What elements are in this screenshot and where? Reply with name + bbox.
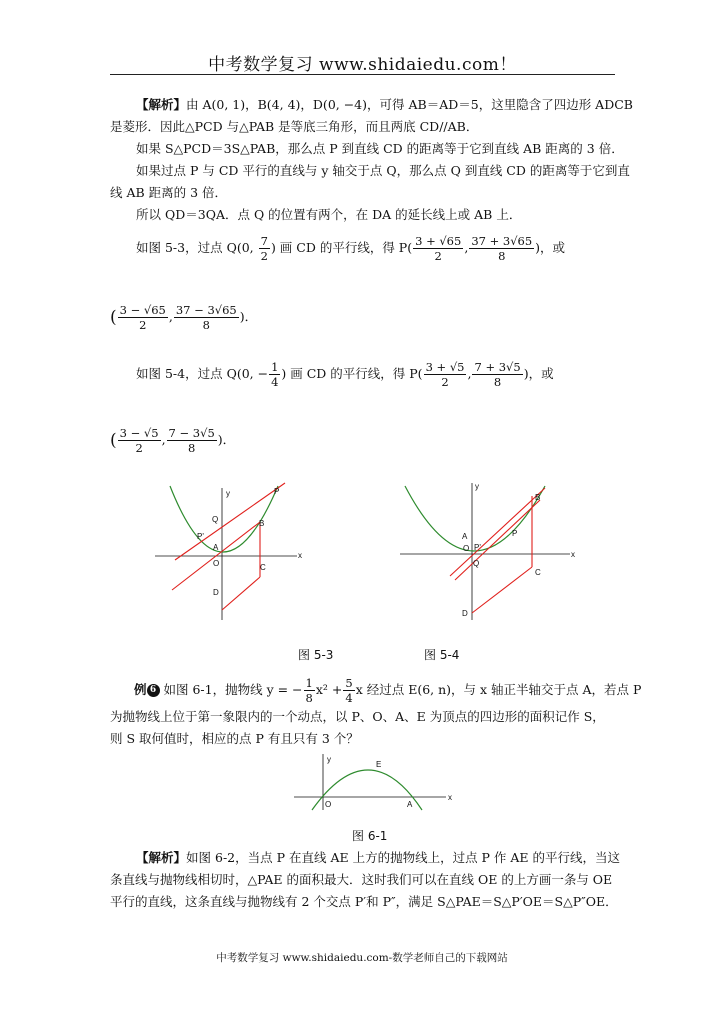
fig53-label-p: P [274, 487, 280, 496]
example6-l1-post: x 经过点 E(6, n)，与 x 轴正半轴交于点 A，若点 P [355, 682, 642, 697]
fig61-label-x: x [448, 793, 452, 802]
fig53-p2y-frac [174, 303, 239, 332]
fig53-line-pq [175, 483, 285, 560]
solution1-line1 [136, 97, 633, 113]
fig54-p2y-num: 7 − 3√5 [168, 426, 215, 440]
fig54-q-frac [269, 360, 280, 389]
example6-l1-mid: x² + [315, 682, 343, 697]
fig54-p1y-den: 8 [493, 375, 502, 389]
solution1-l1: 由 A(0, 1)，B(4, 4)，D(0, −4)，可得 AB＝AD＝5，这里隐含了四边形 ADCB [186, 97, 633, 112]
fig53-p1y-frac [469, 234, 534, 263]
fig54-q-den: 4 [271, 375, 279, 389]
fig54-p1x-den: 2 [441, 375, 449, 389]
solution2-l1: 如图 6-2，当点 P 在直线 AE 上方的抛物线上，过点 P 作 AE 的平行线，当这 [186, 850, 621, 865]
fig53-p1x-num: 3 + √65 [415, 234, 462, 248]
example6-line2: 为抛物线上位于第一象限内的一个动点，以 P、O、A、E 为顶点的四边形的面积记作 S， [110, 709, 605, 724]
fig54-q-num: 1 [271, 360, 279, 374]
example6-f1-num: 1 [305, 676, 313, 690]
solution1-line2: 是菱形．因此△PCD 与△PAB 是等底三角形，而且两底 CD//AB． [110, 119, 479, 134]
fig53-middle: ) 画 CD 的平行线，得 P( [270, 240, 413, 255]
example6-f2-num: 5 [345, 676, 353, 690]
figure-5-4 [395, 478, 585, 624]
fig54-p2x-den: 2 [135, 441, 143, 455]
fig54-label-p: P [512, 529, 518, 538]
fig54-p1x-frac [424, 360, 467, 389]
solution1-line5: 线 AB 距离的 3 倍． [110, 185, 228, 200]
fig54-p2x-num: 3 − √5 [119, 426, 159, 440]
fig54-caption: 图 5-4 [424, 648, 460, 662]
fig54-prefix: 如图 5-4，过点 Q(0, − [136, 366, 269, 381]
header-rule [110, 74, 615, 75]
fig54-label-pp: P' [474, 543, 481, 552]
fig54-label-y: y [475, 482, 479, 491]
example6-frac2 [343, 676, 354, 705]
fig54-parabola [405, 486, 545, 551]
fig54-suffix: )，或 [523, 366, 554, 381]
fig53-q-num: 7 [260, 234, 268, 248]
solution1-line4: 如果过点 P 与 CD 平行的直线与 y 轴交于点 Q，那么点 Q 到直线 CD 的距离等于它到直 [136, 163, 630, 178]
fig54-p2x-frac [118, 426, 161, 455]
fig53-p1x-frac [413, 234, 463, 263]
example6-line3: 则 S 取何值时，相应的点 P 有且只有 3 个？ [110, 731, 359, 746]
fig53-label-d: D [213, 588, 219, 597]
fig54-label-a: A [462, 532, 468, 541]
fig53-prefix: 如图 5-3，过点 Q(0, [136, 240, 258, 255]
solution2-tag: 【解析】 [136, 850, 187, 865]
fig53-q-den: 2 [260, 249, 268, 263]
fig61-label-e: E [376, 760, 382, 769]
solution1-tag: 【解析】 [136, 97, 187, 112]
example6-line1 [134, 676, 641, 705]
example6-f2-den: 4 [345, 691, 353, 705]
example6-number: 6 [147, 684, 160, 697]
fig53-p1y-den: 8 [498, 249, 506, 263]
fig54-line-pq [455, 500, 540, 580]
page-header: 中考数学复习 www.shidaiedu.com！ [208, 55, 517, 75]
fig54-sentence-2: ( $\frac{3 - √5}{2}$ , $\frac{7 - 3√5}{8}$ )． [110, 426, 236, 455]
fig61-label-y: y [327, 755, 331, 764]
fig53-label-c: C [260, 563, 266, 572]
fig54-p2y-frac [167, 426, 217, 455]
fig53-p2x-num: 3 − √65 [119, 303, 166, 317]
fig53-line-dc [222, 577, 260, 610]
fig53-label-y: y [226, 489, 230, 498]
fig53-sentence-2: ( $\frac{3 - √65}{2}$ , $\frac{37 - 3√65}{8}$ )． [110, 303, 258, 332]
fig61-label-a: A [407, 800, 413, 809]
example6-frac1 [304, 676, 315, 705]
fig54-label-b: B [535, 493, 541, 502]
fig54-end: )． [217, 432, 236, 447]
fig61-label-o: O [325, 800, 332, 809]
fig54-p1y-num: 7 + 3√5 [474, 360, 521, 374]
fig54-label-d: D [462, 609, 468, 618]
page-footer: 中考数学复习 www.shidaiedu.com-数学老师自己的下载网站 [216, 952, 508, 964]
fig54-sentence: 如图 5-4，过点 Q(0, − $\frac{1}{4}$ ) 画 CD 的平行线，得 P( $\frac{3 + √5}{2}$ , $\frac{7 + 3√5}{8}$ )，或 [136, 360, 554, 389]
solution2-line3: 平行的直线，这条直线与抛物线有 2 个交点 P′和 P″，满足 S△PAE＝S△P′OE＝S△P″OE． [110, 894, 618, 909]
fig53-label-o: O [213, 559, 220, 568]
fig61-caption: 图 6-1 [352, 829, 388, 843]
fig54-p1x-num: 3 + √5 [425, 360, 465, 374]
fig53-p1x-den: 2 [434, 249, 442, 263]
solution2-line2: 条直线与抛物线相切时，△PAE 的面积最大．这时我们可以在直线 OE 的上方画一条与 OE [110, 872, 613, 887]
fig54-p2y-den: 8 [188, 441, 196, 455]
fig54-label-o: O [463, 544, 470, 553]
example6-label: 例 [134, 682, 147, 697]
fig54-middle: ) 画 CD 的平行线，得 P( [281, 366, 423, 381]
fig53-label-a: A [213, 543, 219, 552]
fig53-sentence: 如图 5-3，过点 Q(0, $\frac{7}{2}$ ) 画 CD 的平行线，得 P( $\frac{3 + √65}{2}$ , $\frac{37 + 3√65}{8}$ )，或 [136, 234, 566, 263]
fig53-caption: 图 5-3 [298, 648, 334, 662]
example6-f1-den: 8 [305, 691, 313, 705]
example6-l1-pre: 如图 6-1，抛物线 y = − [163, 682, 303, 697]
fig54-label-q: Q [473, 559, 480, 568]
fig53-label-x: x [298, 551, 302, 560]
fig53-p2x-frac [118, 303, 168, 332]
fig54-p1y-frac [472, 360, 522, 389]
figure-6-1 [290, 750, 460, 814]
fig53-suffix: )，或 [535, 240, 566, 255]
fig53-label-b: B [259, 519, 265, 528]
fig53-end: )． [239, 309, 258, 324]
fig54-label-c: C [535, 568, 541, 577]
fig53-q-frac [259, 234, 270, 263]
fig53-label-q: Q [212, 515, 219, 524]
fig53-p2y-num: 37 − 3√65 [175, 303, 237, 317]
figure-5-3 [150, 478, 310, 624]
solution2-line1 [136, 850, 620, 866]
solution1-line3: 如果 S△PCD＝3S△PAB，那么点 P 到直线 CD 的距离等于它到直线 AB 距离的 3 倍． [136, 141, 624, 156]
fig54-line-dc [472, 567, 532, 613]
fig53-label-pp: P' [197, 532, 204, 541]
fig53-p2x-den: 2 [139, 318, 147, 332]
fig53-p2y-den: 8 [202, 318, 210, 332]
solution1-line6: 所以 QD＝3QA．点 Q 的位置有两个，在 DA 的延长线上或 AB 上． [136, 207, 522, 222]
fig53-p1y-num: 37 + 3√65 [471, 234, 533, 248]
fig54-label-x: x [571, 550, 575, 559]
